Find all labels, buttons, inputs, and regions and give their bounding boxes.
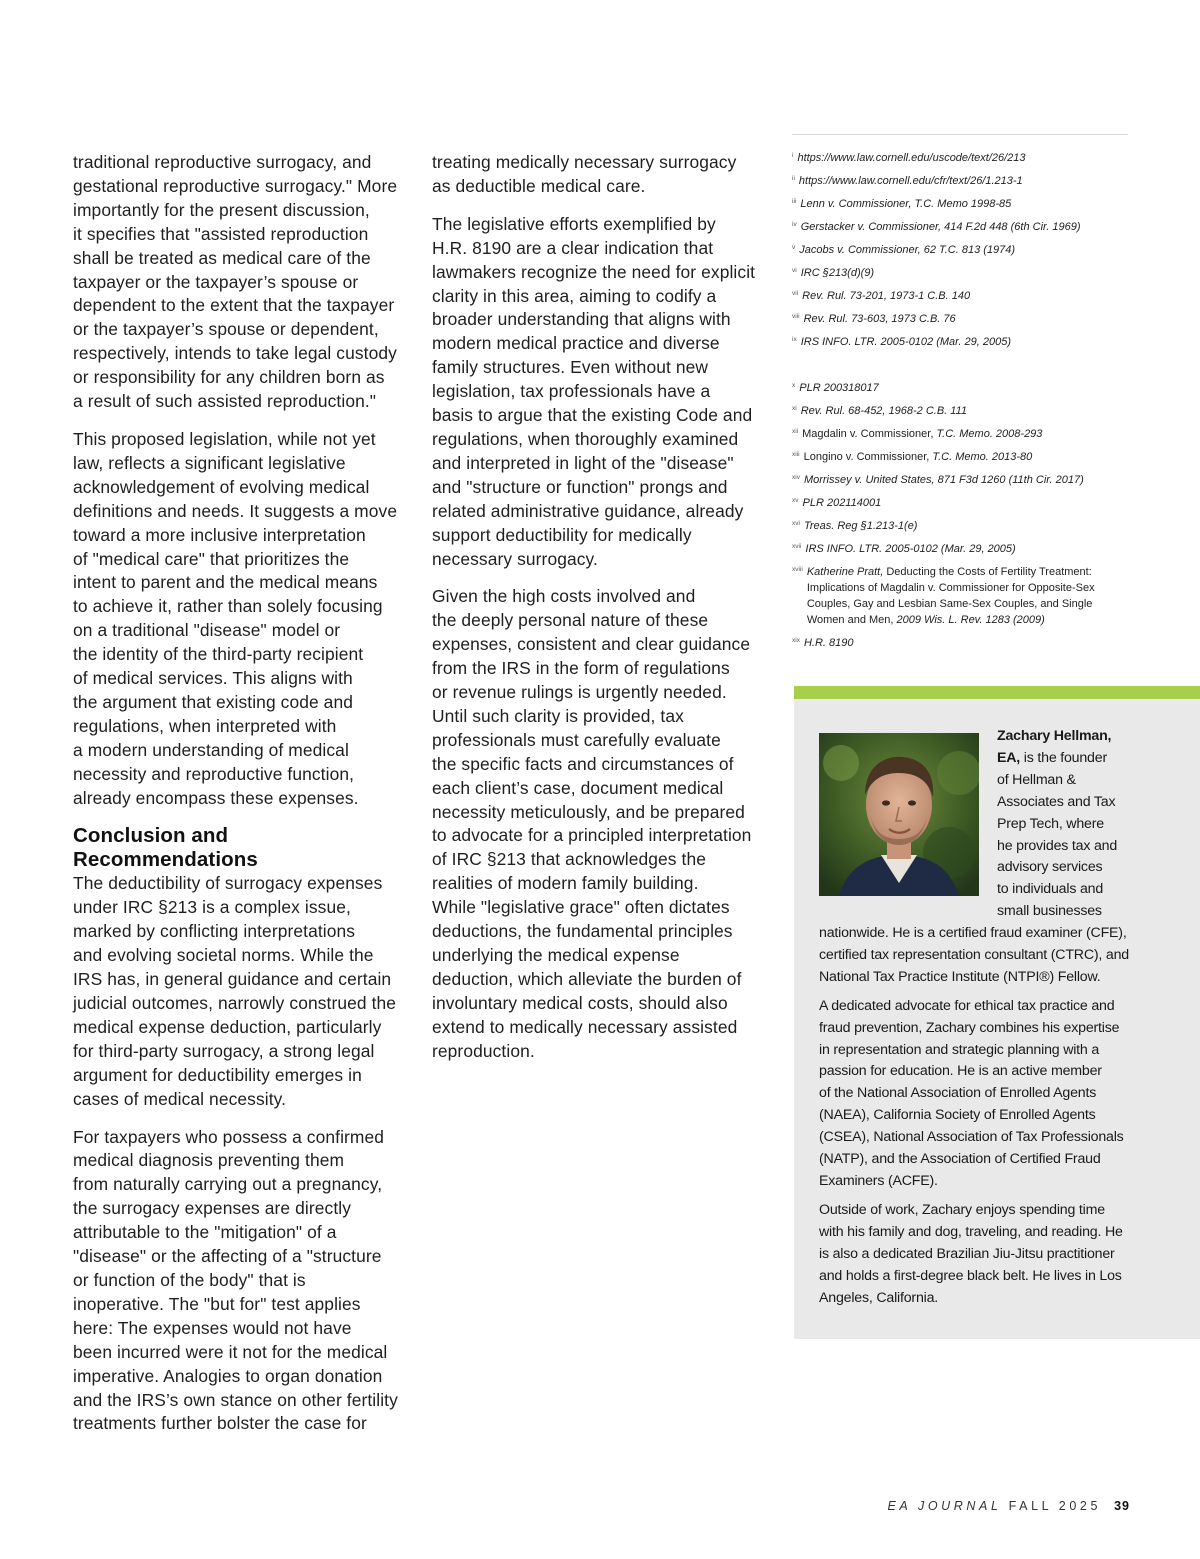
- endnotes-list: [792, 150, 1132, 658]
- text-line: support deductibility for medically: [432, 524, 692, 545]
- bio-line: small businesses: [997, 903, 1102, 920]
- text-line: necessity and reproductive function,: [73, 763, 355, 784]
- endnotes-divider: [792, 134, 1128, 135]
- text-line: regulations, when thoroughly examined: [432, 428, 739, 449]
- endnote-xiii: [792, 449, 1132, 465]
- text-line: lawmakers recognize the need for explicit: [432, 261, 756, 282]
- bio-line: fraud prevention, Zachary combines his expertise: [819, 1019, 1120, 1036]
- text-line: of medical services. This aligns with: [73, 668, 353, 689]
- col1-paragraph-1: [73, 151, 413, 414]
- endnote-text: https://www.law.cornell.edu/cfr/text/26/1.213-1: [798, 175, 1023, 187]
- author-credential: EA,: [997, 749, 1024, 766]
- text-line: reproduction.: [432, 1040, 535, 1061]
- endnote-text: IRS INFO. LTR. 2005-0102 (Mar. 29, 2005): [800, 336, 1012, 348]
- endnote-citation: T.C. Memo. 2008-293: [936, 428, 1043, 440]
- text-line: each client’s case, document medical: [432, 777, 724, 798]
- endnote-marker: x: [792, 382, 796, 389]
- endnote-viii: [792, 311, 1132, 327]
- text-line: of IRC §213 that acknowledges the: [432, 849, 706, 870]
- text-line: Conclusion and: [73, 824, 229, 848]
- text-line: Given the high costs involved and: [432, 586, 696, 607]
- text-line: gestational reproductive surrogacy." More: [73, 175, 398, 196]
- endnote-citation: 2009 Wis. L. Rev. 1283 (2009): [893, 614, 1045, 626]
- endnote-citation: T.C. Memo. 2013-80: [932, 451, 1033, 463]
- bio-line: Examiners (ACFE).: [819, 1172, 938, 1189]
- text-line: or the taxpayer’s spouse or dependent,: [73, 319, 379, 340]
- text-line: Recommendations: [73, 848, 258, 872]
- bio-line: Associates and Tax: [997, 793, 1116, 810]
- bio-intro: [997, 726, 1137, 923]
- text-line: to advocate for a principled interpretation: [432, 825, 752, 846]
- text-line: toward a more inclusive interpretation: [73, 524, 366, 545]
- text-line: IRS has, in general guidance and certain: [73, 969, 392, 990]
- text-line: taxpayer or the taxpayer’s spouse or: [73, 271, 359, 292]
- bio-line: National Tax Practice Institute (NTPI®) Fellow.: [819, 968, 1101, 985]
- bio-line: and holds a first-degree black belt. He lives in Los: [819, 1267, 1122, 1284]
- bio-line: EA, is the founder: [997, 749, 1107, 766]
- endnote-marker: viii: [792, 313, 800, 320]
- endnote-marker: xvi: [792, 520, 800, 527]
- text-line: shall be treated as medical care of the: [73, 247, 371, 268]
- endnote-text: IRS INFO. LTR. 2005-0102 (Mar. 29, 2005): [805, 543, 1016, 555]
- bio-line: is also a dedicated Brazilian Jiu-Jitsu practitioner: [819, 1245, 1115, 1262]
- col1-paragraph-4: [73, 1126, 413, 1437]
- endnote-v: [792, 242, 1132, 258]
- bio-paragraph-2: [819, 996, 1149, 1193]
- text-line: basis to argue that the existing Code and: [432, 405, 753, 426]
- endnote-marker: ii: [792, 175, 795, 182]
- bio-line: certified tax representation consultant (CTRC), and: [819, 946, 1129, 963]
- endnote-marker: iii: [792, 198, 797, 205]
- endnote-line: Women and Men,: [806, 614, 894, 626]
- endnote-marker: ix: [792, 336, 797, 343]
- bio-line: (NAEA), California Society of Enrolled Agents: [819, 1107, 1096, 1124]
- text-line: involuntary medical costs, should also: [432, 992, 728, 1013]
- text-line: extend to medically necessary assisted: [432, 1016, 738, 1037]
- endnote-text: PLR 200318017: [799, 382, 879, 394]
- text-line: from naturally carrying out a pregnancy,: [73, 1174, 383, 1195]
- bio-line: Angeles, California.: [819, 1289, 939, 1306]
- endnote-i: [792, 150, 1132, 166]
- endnote-marker: xv: [792, 497, 799, 504]
- text-line: necessary surrogacy.: [432, 548, 598, 569]
- text-line: and the IRS’s own stance on other fertility: [73, 1389, 398, 1410]
- bio-line: Outside of work, Zachary enjoys spending time: [819, 1201, 1105, 1218]
- endnote-text: Rev. Rul. 73-201, 1973-1 C.B. 140: [802, 290, 971, 302]
- text-line: been incurred were it not for the medical: [73, 1341, 388, 1362]
- text-line: a result of such assisted reproduction.": [73, 391, 377, 412]
- endnote-vi: [792, 265, 1132, 281]
- bio-paragraph-3: [819, 1200, 1149, 1310]
- endnote-xvii: [792, 541, 1132, 557]
- text-line: law, reflects a significant legislative: [73, 452, 346, 473]
- bio-line: nationwide. He is a certified fraud examiner (CFE),: [819, 925, 1127, 941]
- text-line: modern medical practice and diverse: [432, 333, 720, 354]
- text-line: to achieve it, rather than solely focusing: [73, 596, 383, 617]
- text-line: "disease" or the affecting of a "structure: [73, 1246, 382, 1267]
- text-line: treating medically necessary surrogacy: [432, 152, 737, 172]
- endnote-xi: [792, 403, 1132, 419]
- endnote-marker: xvii: [792, 543, 802, 550]
- text-line: treatments further bolster the case for: [73, 1413, 367, 1434]
- endnote-xviii: [792, 564, 1132, 628]
- text-line: deduction, which alleviate the burden of: [432, 968, 742, 989]
- text-line: or responsibility for any children born as: [73, 367, 385, 388]
- endnote-xix: [792, 635, 1132, 651]
- text-line: the deeply personal nature of these: [432, 610, 709, 631]
- endnote-text: Lenn v. Commissioner, T.C. Memo 1998-85: [800, 198, 1012, 210]
- endnote-marker: xiv: [792, 474, 800, 481]
- endnote-xii: [792, 426, 1132, 442]
- bio-accent-bar: [794, 686, 1200, 699]
- text-line: or revenue rulings is urgently needed.: [432, 682, 727, 703]
- col1-paragraph-2: [73, 428, 413, 811]
- bio-line: (CSEA), National Association of Tax Professionals: [819, 1129, 1124, 1146]
- text-line: family structures. Even without new: [432, 357, 709, 378]
- text-line: here: The expenses would not have: [73, 1317, 352, 1338]
- bio-line: Prep Tech, where: [997, 815, 1104, 832]
- text-line: This proposed legislation, while not yet: [73, 428, 376, 449]
- text-line: medical diagnosis preventing them: [73, 1150, 345, 1171]
- text-line: Until such clarity is provided, tax: [432, 705, 684, 726]
- author-name: Zachary Hellman,: [997, 728, 1112, 744]
- endnote-xv: [792, 495, 1132, 511]
- text-line: under IRC §213 is a complex issue,: [73, 897, 351, 918]
- bio-line: of the National Association of Enrolled Agents: [819, 1085, 1097, 1102]
- text-line: traditional reproductive surrogacy, and: [73, 152, 372, 172]
- endnote-x: [792, 380, 1132, 396]
- text-line: for third-party surrogacy, a strong legal: [73, 1040, 375, 1061]
- endnote-line: Implications of Magdalin v. Commissioner for Opposite-Sex: [806, 582, 1095, 594]
- bio-line: with his family and dog, traveling, and reading. He: [819, 1223, 1123, 1240]
- bio-line: to individuals and: [997, 881, 1104, 898]
- text-line: acknowledgement of evolving medical: [73, 476, 370, 497]
- col2-paragraph-1: [432, 151, 772, 199]
- text-line: broader understanding that aligns with: [432, 309, 731, 330]
- text-line: attributable to the "mitigation" of a: [73, 1222, 337, 1243]
- endnote-xvi: [792, 518, 1132, 534]
- bio-line: passion for education. He is an active member: [819, 1063, 1102, 1080]
- endnote-xiv: [792, 472, 1132, 488]
- text-line: and interpreted in light of the "disease": [432, 452, 734, 473]
- endnote-text: Gerstacker v. Commissioner, 414 F.2d 448 (6th Cir. 1969): [800, 221, 1081, 233]
- endnote-case-name: Magdalin v. Commissioner,: [802, 428, 937, 440]
- endnote-author: Katherine Pratt,: [806, 566, 887, 578]
- text-line: definitions and needs. It suggests a move: [73, 500, 398, 521]
- endnote-text: Rev. Rul. 68-452, 1968-2 C.B. 111: [800, 405, 968, 417]
- text-line: regulations, when interpreted with: [73, 715, 337, 736]
- bio-line: advisory services: [997, 859, 1103, 876]
- issue-label: FALL 2025: [1008, 1499, 1102, 1513]
- text-line: the surrogacy expenses are directly: [73, 1198, 352, 1219]
- endnote-text: Morrissey v. United States, 871 F3d 1260 (11th Cir. 2017): [803, 474, 1084, 486]
- text-line: the specific facts and circumstances of: [432, 753, 734, 774]
- text-line: inoperative. The "but for" test applies: [73, 1293, 361, 1314]
- text-line: The deductibility of surrogacy expenses: [73, 873, 383, 894]
- text-line: clarity in this area, aiming to codify a: [432, 285, 717, 306]
- col2-paragraph-2: [432, 213, 772, 572]
- text-line: The legislative efforts exemplified by: [432, 213, 716, 234]
- endnote-iii: [792, 196, 1132, 212]
- text-line: underlying the medical expense: [432, 945, 680, 965]
- endnote-marker: iv: [792, 221, 797, 228]
- section-heading: [73, 824, 413, 872]
- bio-paragraph-1: [819, 923, 1149, 989]
- text-line: the identity of the third-party recipient: [73, 644, 364, 665]
- text-line: as deductible medical care.: [432, 175, 646, 196]
- text-line: expenses, consistent and clear guidance: [432, 634, 751, 655]
- endnote-line: Deducting the Costs of Fertility Treatment:: [886, 566, 1092, 578]
- endnote-case-name: Longino v. Commissioner,: [803, 451, 933, 463]
- bio-line: he provides tax and: [997, 837, 1118, 854]
- text-line: it specifies that "assisted reproduction: [73, 223, 369, 244]
- bio-line: (NATP), and the Association of Certified Fraud: [819, 1151, 1101, 1168]
- endnote-long: [807, 564, 1095, 628]
- text-line: from the IRS in the form of regulations: [432, 658, 730, 679]
- text-line: on a traditional "disease" model or: [73, 620, 341, 641]
- text-line: medical expense deduction, particularly: [73, 1016, 382, 1037]
- endnote-text: PLR 202114001: [802, 497, 882, 509]
- text-line: a modern understanding of medical: [73, 739, 349, 760]
- text-line: of "medical care" that prioritizes the: [73, 548, 350, 569]
- endnote-text: H.R. 8190: [803, 637, 854, 649]
- text-line: respectively, intends to take legal custody: [73, 343, 397, 364]
- endnote-ix: [792, 334, 1132, 350]
- text-line: realities of modern family building.: [432, 873, 699, 894]
- text-line: the argument that existing code and: [73, 691, 354, 712]
- author-photo: [819, 733, 979, 896]
- text-line: already encompass these expenses.: [73, 787, 359, 808]
- text-line: intent to parent and the medical means: [73, 572, 378, 593]
- text-line: imperative. Analogies to organ donation: [73, 1365, 383, 1386]
- bio-line: in representation and strategic planning with a: [819, 1041, 1100, 1058]
- text-line: related administrative guidance, already: [432, 500, 744, 521]
- text-line: or function of the body" that is: [73, 1269, 306, 1290]
- endnote-marker: xviii: [792, 566, 803, 573]
- text-line: For taxpayers who possess a confirmed: [73, 1126, 385, 1147]
- text-line: argument for deductibility emerges in: [73, 1064, 362, 1085]
- endnote-line: Couples, Gay and Lesbian Same-Sex Couples, and Single: [806, 598, 1093, 610]
- endnote-iv: [792, 219, 1132, 235]
- article-column-2: [432, 151, 772, 1078]
- endnote-marker: i: [792, 152, 794, 159]
- endnote-marker: xix: [792, 637, 800, 644]
- text-line: cases of medical necessity.: [73, 1088, 287, 1109]
- text-line: dependent to the extent that the taxpayer: [73, 295, 395, 316]
- endnote-vii: [792, 288, 1132, 304]
- endnote-text: IRC §213(d)(9): [800, 267, 875, 279]
- bio-line: of Hellman &: [997, 771, 1076, 788]
- article-column-1: [73, 151, 413, 1450]
- text-line: marked by conflicting interpretations: [73, 921, 356, 942]
- page-number: 39: [1114, 1499, 1130, 1513]
- col1-paragraph-3: [73, 872, 413, 1111]
- endnote-text: Treas. Reg §1.213-1(e): [803, 520, 918, 532]
- text-line: While "legislative grace" often dictates: [432, 897, 730, 918]
- endnote-marker: xi: [792, 405, 797, 412]
- text-line: judicial outcomes, narrowly construed the: [73, 993, 397, 1013]
- endnote-marker: v: [792, 244, 796, 251]
- publication-name: EA JOURNAL: [887, 1499, 1002, 1513]
- text-line: and evolving societal norms. While the: [73, 945, 374, 966]
- endnote-marker: xiii: [792, 451, 800, 458]
- endnote-marker: xii: [792, 428, 799, 435]
- text-line: importantly for the present discussion,: [73, 199, 370, 220]
- endnote-marker: vi: [792, 267, 797, 274]
- text-line: necessity meticulously, and be prepared: [432, 801, 745, 822]
- endnote-text: https://www.law.cornell.edu/uscode/text/26/213: [797, 152, 1026, 164]
- col2-paragraph-3: [432, 585, 772, 1063]
- bio-body: [819, 923, 1149, 1316]
- text-line: legislation, tax professionals have a: [432, 381, 711, 402]
- text-line: professionals must carefully evaluate: [432, 729, 721, 750]
- page-footer: [888, 1499, 1131, 1513]
- text-line: deductions, the fundamental principles: [432, 921, 733, 942]
- endnote-text: Rev. Rul. 73-603, 1973 C.B. 76: [803, 313, 956, 325]
- text-line: and "structure or function" prongs and: [432, 476, 728, 497]
- endnote-text: Jacobs v. Commissioner, 62 T.C. 813 (1974): [799, 244, 1016, 256]
- endnote-marker: vii: [792, 290, 799, 297]
- endnote-ii: [792, 173, 1132, 189]
- text-line: H.R. 8190 are a clear indication that: [432, 237, 714, 258]
- bio-line: A dedicated advocate for ethical tax practice and: [819, 997, 1115, 1014]
